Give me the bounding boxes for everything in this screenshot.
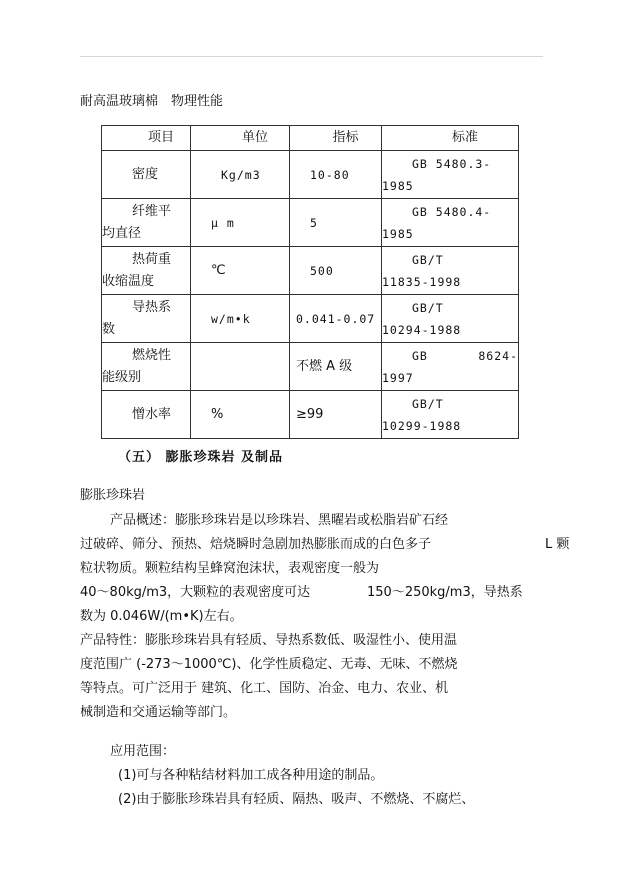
section-title: （五） 膨胀珍珠岩 及制品 <box>118 450 284 465</box>
cell-item: 燃烧性 能级别 <box>102 343 191 391</box>
cell-value: 5 <box>290 199 382 247</box>
header-value: 指标 <box>290 126 382 151</box>
table-row <box>102 247 519 295</box>
features-line: 度范围广 (-273～1000℃)、化学性质稳定、无毒、无味、不燃烧 <box>80 657 458 672</box>
applications-item: (1)可与各种粘结材料加工成各种用途的制品。 <box>118 768 384 783</box>
cell-unit: ℃ <box>191 247 290 295</box>
table-row <box>102 343 519 391</box>
header-unit: 单位 <box>191 126 290 151</box>
header-standard: 标准 <box>382 126 519 151</box>
cell-standard: GB 5480.3- 1985 <box>382 151 519 199</box>
cell-value: 不燃 A 级 <box>290 343 382 391</box>
table-row <box>102 199 519 247</box>
table-row <box>102 151 519 199</box>
cell-standard: GB/T 10299-1988 <box>382 391 519 439</box>
overview-line-tail: L 颗 <box>545 537 570 552</box>
cell-unit: Kg/m3 <box>191 151 290 199</box>
cell-value: ≥99 <box>290 391 382 439</box>
table-row <box>102 391 519 439</box>
table-header-row <box>102 126 519 151</box>
overview-line: 粒状物质。颗粒结构呈蜂窝泡沫状，表观密度一般为 <box>80 561 380 576</box>
cell-item: 热荷重 收缩温度 <box>102 247 191 295</box>
overview-line-tail: 150～250kg/m3，导热系 <box>367 585 523 600</box>
cell-item: 密度 <box>102 151 191 199</box>
header-item: 项目 <box>102 126 191 151</box>
table-row <box>102 295 519 343</box>
cell-standard: GB 5480.4- 1985 <box>382 199 519 247</box>
cell-unit: μ m <box>191 199 290 247</box>
cell-value: 10-80 <box>290 151 382 199</box>
document-title: 耐高温玻璃棉 物理性能 <box>80 94 224 109</box>
cell-unit <box>191 343 290 391</box>
cell-standard: GB 8624- 1997 <box>382 343 519 391</box>
cell-standard: GB/T 11835-1998 <box>382 247 519 295</box>
cell-value: 0.041-0.07 <box>290 295 382 343</box>
cell-item: 纤维平 均直径 <box>102 199 191 247</box>
features-line: 械制造和交通运输等部门。 <box>80 705 237 720</box>
cell-item: 憎水率 <box>102 391 191 439</box>
physical-properties-table <box>101 125 519 439</box>
overview-line: 产品概述：膨胀珍珠岩是以珍珠岩、黑曜岩或松脂岩矿石经 <box>110 513 449 528</box>
overview-line: 过破碎、筛分、预热、焙烧瞬时急剧加热膨胀而成的白色多子 <box>80 537 432 552</box>
features-line: 等特点。可广泛用于 建筑、化工、国防、冶金、电力、农业、机 <box>80 681 449 696</box>
features-line: 产品特性：膨胀珍珠岩具有轻质、导热系数低、吸湿性小、使用温 <box>80 633 458 648</box>
overview-line: 40～80kg/m3，大颗粒的表观密度可达 <box>80 585 311 600</box>
section-subtitle: 膨胀珍珠岩 <box>80 488 146 503</box>
cell-unit: w/m•k <box>191 295 290 343</box>
header-rule <box>80 56 543 57</box>
applications-title: 应用范围： <box>110 744 176 759</box>
cell-item: 导热系 数 <box>102 295 191 343</box>
overview-line: 数为 0.046W/(m•K)左右。 <box>80 609 243 624</box>
cell-unit: % <box>191 391 290 439</box>
cell-standard: GB/T 10294-1988 <box>382 295 519 343</box>
cell-value: 500 <box>290 247 382 295</box>
applications-item: (2)由于膨胀珍珠岩具有轻质、隔热、吸声、不燃烧、不腐烂、 <box>118 792 475 807</box>
